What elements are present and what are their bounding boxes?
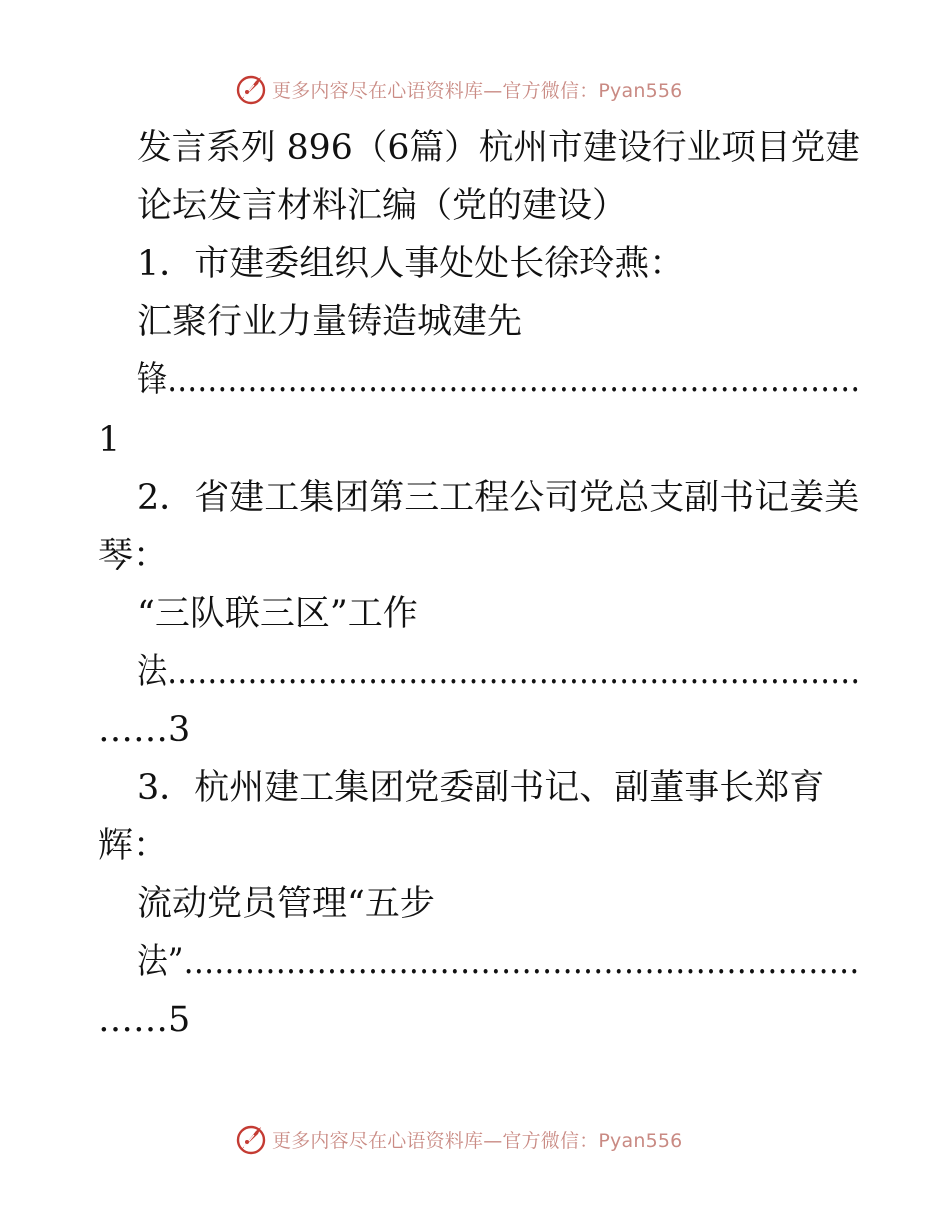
title-line-2: 论坛发言材料汇编（党的建设） — [137, 186, 628, 226]
quill-pen-logo-icon — [234, 1122, 268, 1156]
watermark-text: 更多内容尽在心语资料库—官方微信：Pyan556 — [272, 1129, 683, 1152]
toc-item-3-author-cont: 辉： — [98, 826, 169, 866]
toc-item-2-author-cont: 琴： — [98, 536, 169, 576]
toc-item-1-page: 1 — [98, 420, 121, 460]
toc-item-1-author: 1．市建委组织人事处处长徐玲燕： — [137, 244, 685, 284]
toc-item-1-title: 汇聚行业力量铸造城建先 — [137, 302, 523, 342]
quill-pen-logo-icon — [234, 72, 268, 106]
title-line-1: 发言系列 896（6篇）杭州市建设行业项目党建 — [137, 128, 860, 168]
toc-item-3-title: 流动党员管理“五步 — [137, 884, 435, 924]
toc-item-2-leader: 法…………………………………………………………… — [137, 652, 861, 692]
watermark-text: 更多内容尽在心语资料库—官方微信：Pyan556 — [272, 79, 683, 102]
toc-item-1-leader: 锋…………………………………………………………… — [137, 360, 861, 400]
watermark-banner-top — [0, 68, 950, 108]
toc-item-3-author: 3．杭州建工集团党委副书记、副董事长郑育 — [137, 768, 825, 808]
toc-item-3-page: ……5 — [98, 1000, 191, 1040]
watermark-banner-bottom — [0, 1118, 950, 1158]
toc-item-2-title: “三队联三区”工作 — [137, 594, 418, 634]
toc-item-2-page: ……3 — [98, 710, 191, 750]
toc-item-3-leader: 法”………………………………………………………… — [137, 942, 860, 982]
toc-item-2-author: 2．省建工集团第三工程公司党总支副书记姜美 — [137, 478, 860, 518]
